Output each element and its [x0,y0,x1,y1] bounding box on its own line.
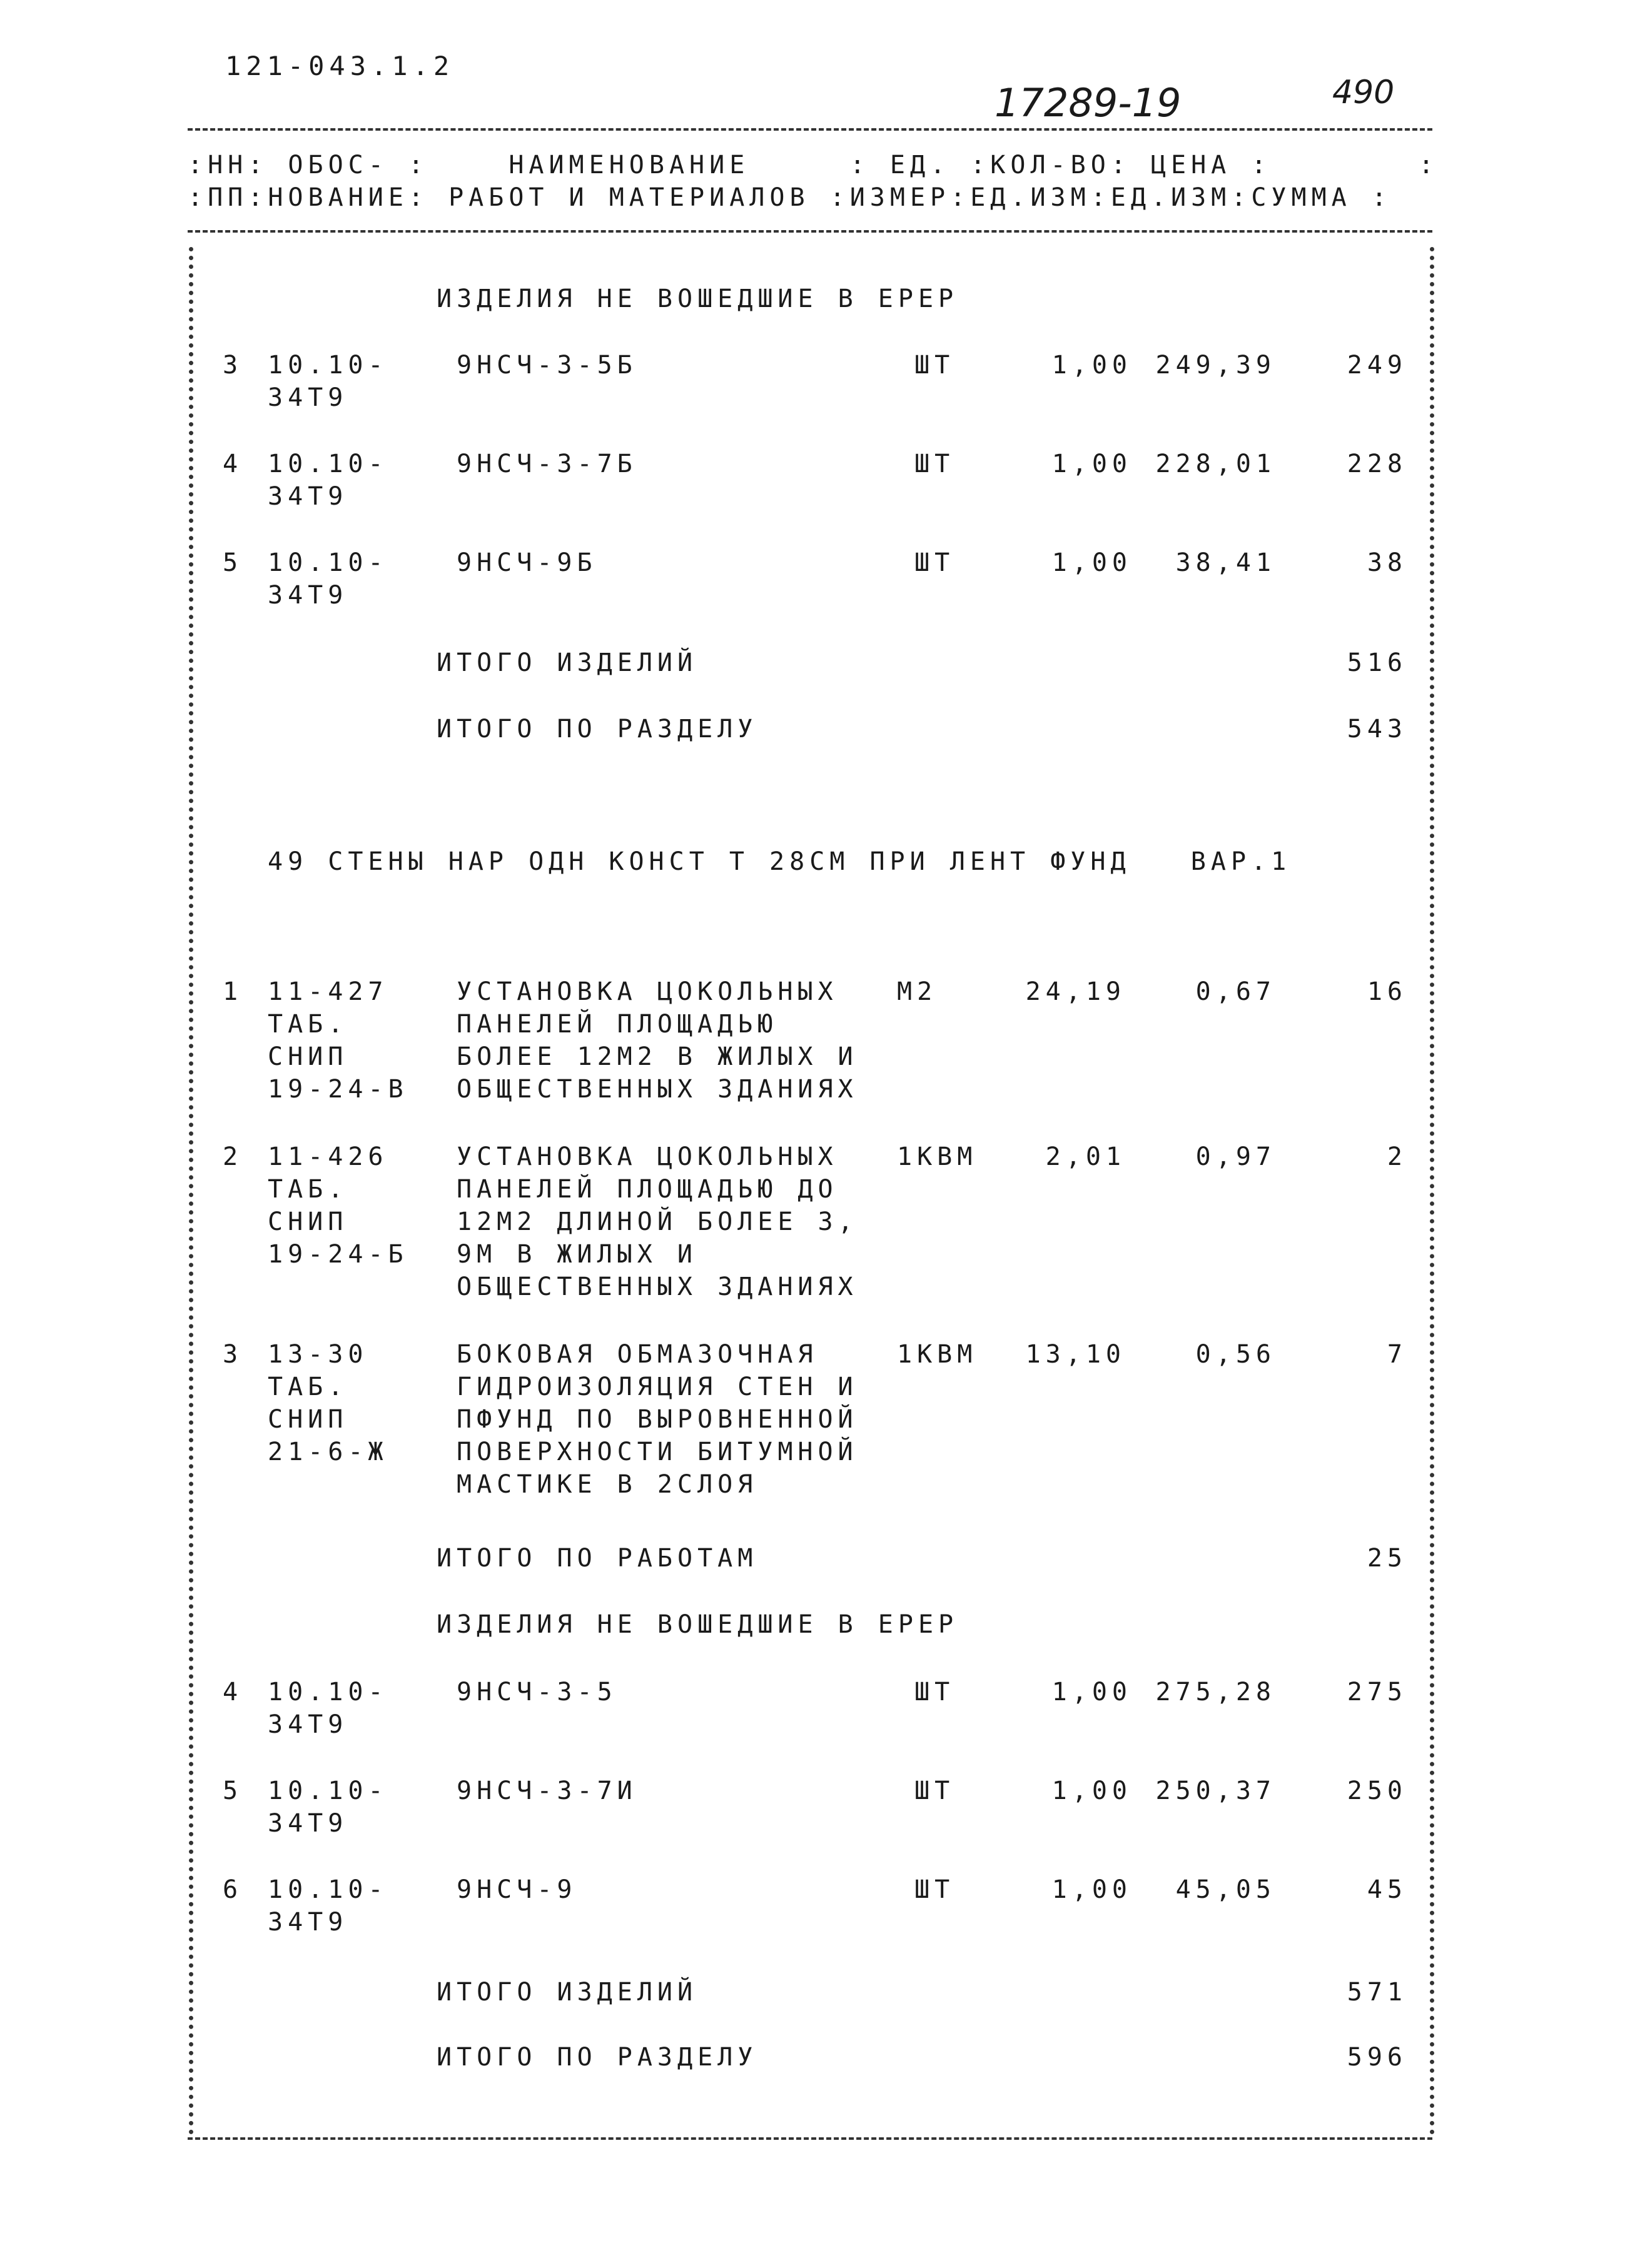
header-row-1-end: : [1419,151,1439,179]
row-code: 34Т9 [268,581,348,610]
row-number: 3 [223,351,243,380]
row-sum: 45 [1367,1875,1407,1904]
row-code: 10.10- [268,1777,388,1805]
row-code: СНИП [268,1207,348,1236]
row-unit: ШТ [914,1678,955,1706]
row-unit: ШТ [914,548,955,577]
top-rule [188,128,1432,131]
row-sum: 7 [1387,1340,1407,1369]
section2-total-items-label: ИТОГО ИЗДЕЛИЙ [437,1978,698,2007]
row-sum: 2 [1387,1142,1407,1171]
row-qty: 24,19 [1025,977,1126,1006]
row-code: 34Т9 [268,1809,348,1838]
row-number: 5 [223,548,243,577]
section2-total-section: 596 [1347,2043,1407,2072]
row-qty: 1,00 [1051,450,1132,478]
section1-total-section: 543 [1347,715,1407,743]
row-name: 9НСЧ-3-7И [457,1777,637,1805]
row-name: ПОВЕРХНОСТИ БИТУМНОЙ [457,1438,858,1466]
row-code: ТАБ. [268,1175,348,1204]
row-code: 34Т9 [268,1908,348,1937]
right-border [1430,247,1434,2135]
section2-total-section-label: ИТОГО ПО РАЗДЕЛУ [437,2043,758,2072]
row-price: 45,05 [1175,1875,1276,1904]
section1-heading: ИЗДЕЛИЯ НЕ ВОШЕДШИЕ В ЕРЕР [437,285,959,313]
bottom-rule [188,2137,1432,2140]
row-unit: 1КВМ [897,1142,978,1171]
row-code: 10.10- [268,548,388,577]
row-qty: 13,10 [1025,1340,1126,1369]
row-name: 9НСЧ-9Б [457,548,597,577]
row-name: ПАНЕЛЕЙ ПЛОЩАДЬЮ ДО [457,1175,838,1204]
row-price: 250,37 [1155,1777,1276,1805]
row-code: СНИП [268,1405,348,1434]
row-qty: 1,00 [1051,351,1132,380]
row-name: 12М2 ДЛИНОЙ БОЛЕЕ 3, [457,1207,858,1236]
row-name: 9М В ЖИЛЫХ И [457,1240,697,1269]
row-name: 9НСЧ-9 [457,1875,577,1904]
row-qty: 1,00 [1051,1678,1132,1706]
row-number: 2 [223,1142,243,1171]
row-code: 34Т9 [268,482,348,511]
row-unit: ШТ [914,1875,955,1904]
row-name: ГИДРОИЗОЛЯЦИЯ СТЕН И [457,1373,858,1401]
row-code: 19-24-Б [268,1240,408,1269]
handwritten-page-number: 490 [1332,74,1395,111]
section2-title: 49 СТЕНЫ НАР ОДН КОНСТ Т 28СМ ПРИ ЛЕНТ ФУНД ВАР.1 [268,847,1292,876]
row-name: ПФУНД ПО ВЫРОВНЕННОЙ [457,1405,858,1434]
row-code: 21-6-Ж [268,1438,388,1466]
row-name: УСТАНОВКА ЦОКОЛЬНЫХ [457,977,838,1006]
row-code: 11-427 [268,977,388,1006]
row-sum: 249 [1347,351,1407,380]
row-name: БОКОВАЯ ОБМАЗОЧНАЯ [457,1340,818,1369]
row-code: ТАБ. [268,1373,348,1401]
section1-total-section-label: ИТОГО ПО РАЗДЕЛУ [437,715,758,743]
row-sum: 16 [1367,977,1407,1006]
row-number: 4 [223,450,243,478]
row-qty: 1,00 [1051,1875,1132,1904]
row-price: 228,01 [1155,450,1276,478]
row-number: 4 [223,1678,243,1706]
row-name: МАСТИКЕ В 2СЛОЯ [457,1470,758,1499]
row-code: СНИП [268,1042,348,1071]
row-price: 275,28 [1155,1678,1276,1706]
row-name: ОБЩЕСТВЕННЫХ ЗДАНИЯХ [457,1075,858,1104]
document-code: 121-043.1.2 [225,51,455,81]
row-qty: 2,01 [1045,1142,1126,1171]
row-unit: ШТ [914,1777,955,1805]
header-row-2: :ПП:НОВАНИЕ: РАБОТ И МАТЕРИАЛОВ :ИЗМЕР:ЕД.ИЗМ:ЕД.ИЗМ:СУММА : [188,183,1392,212]
section2-heading: ИЗДЕЛИЯ НЕ ВОШЕДШИЕ В ЕРЕР [437,1610,959,1639]
row-unit: М2 [897,977,938,1006]
row-unit: ШТ [914,450,955,478]
row-price: 0,67 [1195,977,1276,1006]
row-number: 1 [223,977,243,1006]
left-border [189,247,193,2135]
row-code: 34Т9 [268,1710,348,1739]
row-name: ОБЩЕСТВЕННЫХ ЗДАНИЯХ [457,1273,858,1301]
row-name: 9НСЧ-3-5Б [457,351,637,380]
row-number: 5 [223,1777,243,1805]
row-price: 38,41 [1175,548,1276,577]
row-name: БОЛЕЕ 12М2 В ЖИЛЫХ И [457,1042,858,1071]
row-sum: 38 [1367,548,1407,577]
row-code: 10.10- [268,450,388,478]
header-rule [188,230,1432,233]
row-qty: 1,00 [1051,548,1132,577]
row-name: 9НСЧ-3-7Б [457,450,637,478]
section1-total-items-label: ИТОГО ИЗДЕЛИЙ [437,648,698,677]
row-code: 10.10- [268,1875,388,1904]
row-code: 19-24-В [268,1075,408,1104]
row-number: 3 [223,1340,243,1369]
row-price: 0,56 [1195,1340,1276,1369]
section1-total-items: 516 [1347,648,1407,677]
section2-total-works-label: ИТОГО ПО РАБОТАМ [437,1544,758,1573]
row-price: 249,39 [1155,351,1276,380]
section2-total-works: 25 [1367,1544,1407,1573]
row-code: 10.10- [268,351,388,380]
row-number: 6 [223,1875,243,1904]
row-unit: ШТ [914,351,955,380]
row-name: ПАНЕЛЕЙ ПЛОЩАДЬЮ [457,1010,778,1039]
section2-total-items: 571 [1347,1978,1407,2007]
row-code: 10.10- [268,1678,388,1706]
row-price: 0,97 [1195,1142,1276,1171]
row-name: УСТАНОВКА ЦОКОЛЬНЫХ [457,1142,838,1171]
row-sum: 228 [1347,450,1407,478]
row-name: 9НСЧ-3-5 [457,1678,617,1706]
handwritten-number: 17289-19 [995,80,1182,126]
row-qty: 1,00 [1051,1777,1132,1805]
row-unit: 1КВМ [897,1340,978,1369]
row-code: ТАБ. [268,1010,348,1039]
row-sum: 275 [1347,1678,1407,1706]
row-code: 34Т9 [268,383,348,412]
header-row-1: :НН: ОБОС- : НАИМЕНОВАНИЕ : ЕД. :КОЛ-ВО: ЦЕНА : [188,151,1272,179]
row-sum: 250 [1347,1777,1407,1805]
row-code: 11-426 [268,1142,388,1171]
row-code: 13-30 [268,1340,368,1369]
